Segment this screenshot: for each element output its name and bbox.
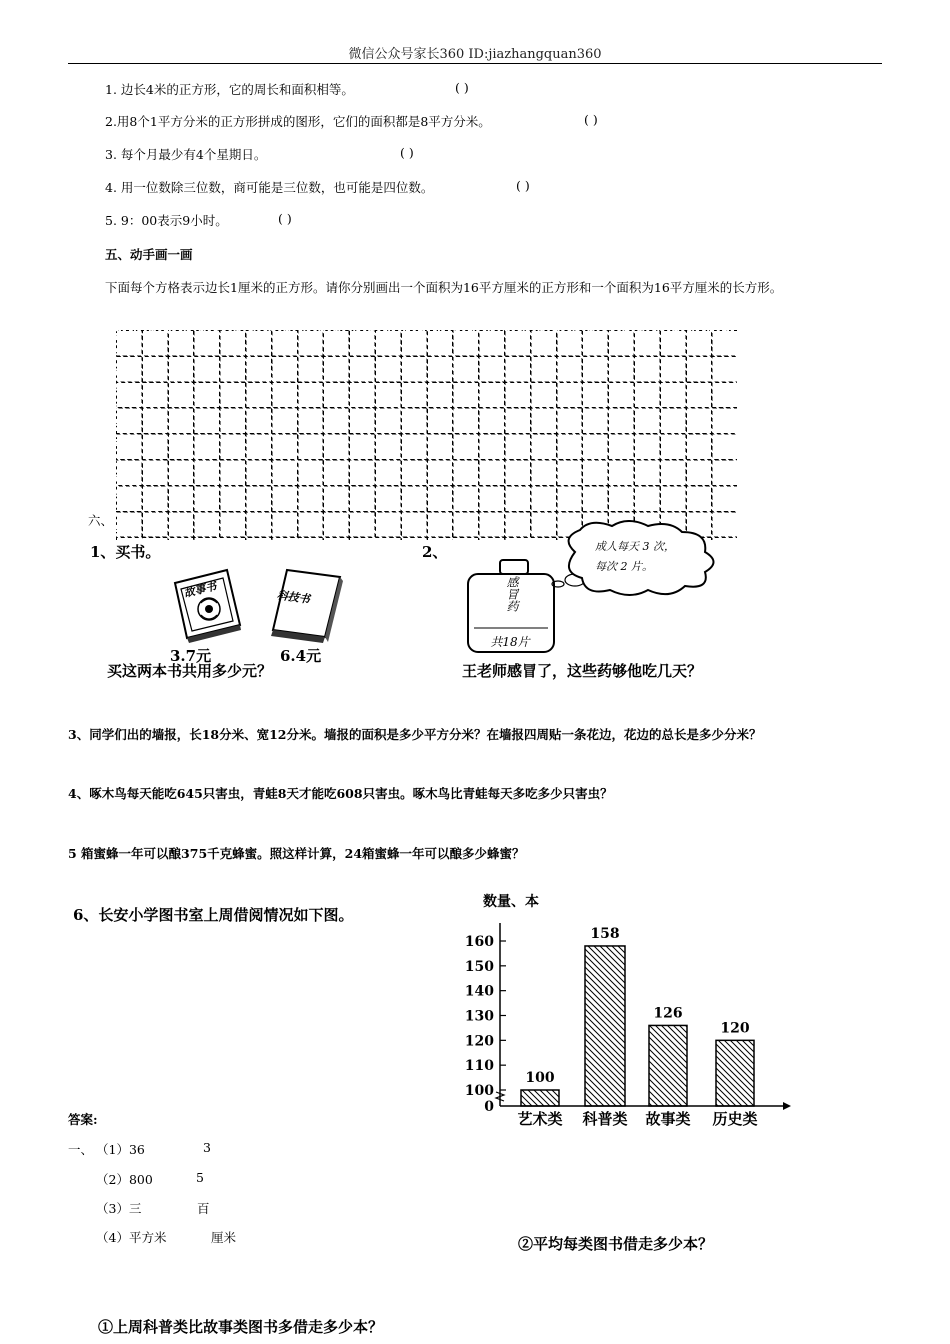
tech-book-illustration — [265, 565, 345, 645]
answers-title: 答案: — [68, 1112, 98, 1127]
answer-paren: ( ) — [278, 211, 292, 226]
medicine-illustration — [460, 520, 790, 655]
section6-label: 六、 — [88, 513, 114, 528]
axis-break — [496, 1092, 504, 1101]
header-rule — [68, 63, 882, 64]
header-watermark: 微信公众号家长360 ID:jiazhangquan360 — [348, 47, 602, 62]
book1-title: 故事书 — [182, 579, 218, 601]
y-tick-label: 110 — [464, 1058, 494, 1075]
borrowing-bar-chart — [455, 885, 800, 1135]
answer-num: （4）平方米 — [96, 1230, 167, 1245]
answer-row-3 — [96, 1199, 210, 1217]
bar-value-label: 126 — [653, 1005, 683, 1022]
drawing-grid[interactable] — [116, 330, 737, 540]
problem1-label: 1、买书。 — [90, 543, 161, 561]
judge-item-3 — [105, 145, 414, 163]
answer-row-1 — [96, 1140, 211, 1158]
judge-text: 1. 边长4米的正方形，它的周长和面积相等。 — [105, 82, 354, 97]
judge-item-2 — [105, 112, 598, 130]
storybook-illustration — [165, 565, 245, 645]
y-tick-label: 160 — [464, 934, 494, 950]
judge-item-5 — [105, 211, 292, 229]
book2-price: 6.4元 — [280, 647, 322, 665]
answers-prefix: 一、 — [68, 1142, 94, 1157]
answer-paren: ( ) — [516, 178, 530, 193]
bar-value-label: 100 — [525, 1070, 555, 1086]
judge-text: 3. 每个月最少有4个星期日。 — [105, 147, 267, 162]
judge-text: 4. 用一位数除三位数，商可能是三位数，也可能是四位数。 — [105, 180, 434, 195]
answer-value: 5 — [196, 1170, 204, 1185]
y-tick-label: 120 — [464, 1033, 494, 1050]
y-tick-label: 100 — [464, 1083, 494, 1099]
judge-text: 5. 9：00表示9小时。 — [105, 213, 228, 228]
book1-price: 3.7元 — [170, 647, 212, 665]
book2-title: 科技书 — [276, 588, 311, 607]
problem6-question2: ②平均每类图书借走多少本？ — [518, 1235, 714, 1253]
problem6-question1: ①上周科普类比故事类图书多借走多少本？ — [98, 1318, 384, 1336]
bar-1 — [521, 1090, 559, 1106]
problem5: 5 箱蜜蜂一年可以酿375千克蜂蜜。照这样计算，24箱蜜蜂一年可以酿多少蜂蜜？ — [68, 846, 525, 861]
problem2-label: 2、 — [422, 543, 448, 561]
category-label: 历史类 — [712, 1110, 758, 1128]
category-label: 科普类 — [582, 1110, 628, 1128]
y-tick-label: 130 — [464, 1008, 494, 1025]
answer-value: 3 — [203, 1140, 211, 1155]
category-label: 故事类 — [645, 1110, 691, 1128]
y-tick-label: 0 — [484, 1099, 494, 1115]
judge-item-1 — [105, 80, 469, 98]
section5-instruction: 下面每个方格表示边长1厘米的正方形。请你分别画出一个面积为16平方厘米的正方形和一个面积为16平方厘米的长方形。 — [105, 280, 783, 295]
y-tick-label: 150 — [464, 958, 494, 975]
judge-text: 2.用8个1平方分米的正方形拼成的图形，它们的面积都是8平方分米。 — [105, 114, 491, 129]
bar-4 — [716, 1040, 754, 1106]
bar-2 — [585, 946, 625, 1106]
problem6-label: 6、长安小学图书室上周借阅情况如下图。 — [73, 906, 354, 924]
bottle-label: 感冒药 — [505, 576, 519, 612]
answer-num: （3）三 — [96, 1201, 142, 1216]
answer-row-2 — [96, 1170, 204, 1188]
judge-item-4 — [105, 178, 530, 196]
answer-paren: ( ) — [400, 145, 414, 160]
answer-value: 百 — [197, 1201, 210, 1216]
x-axis-arrow — [783, 1102, 791, 1110]
problem4: 4、啄木鸟每天能吃645只害虫，青蛙8天才能吃608只害虫。啄木鸟比青蛙每天多吃多少只害虫？ — [68, 786, 613, 801]
problem3: 3、同学们出的墙报，长18分米、宽12分米。墙报的面积是多少平方分米？在墙报四周贴一条花边，花边的总长是多少分米？ — [68, 727, 762, 742]
problem2-question: 王老师感冒了，这些药够他吃几天？ — [462, 662, 703, 680]
section5-title: 五、动手画一画 — [105, 247, 193, 262]
y-axis-label: 数量、本 — [483, 894, 539, 910]
y-tick-label: 140 — [464, 983, 494, 1000]
cloud-line2: 每次 2 片。 — [595, 560, 653, 573]
answer-row-4 — [96, 1228, 237, 1246]
answer-paren: ( ) — [455, 80, 469, 95]
answer-value: 厘米 — [211, 1230, 237, 1245]
answer-num: （2）800 — [96, 1172, 153, 1187]
cloud-line1: 成人每天 3 次， — [595, 540, 675, 553]
bar-3 — [649, 1025, 687, 1106]
problem1-question: 买这两本书共用多少元？ — [107, 662, 273, 680]
category-label: 艺术类 — [517, 1110, 563, 1128]
answer-num: （1）36 — [96, 1142, 145, 1157]
bottle-count: 共18片 — [490, 635, 530, 649]
bar-value-label: 158 — [590, 925, 620, 942]
bar-value-label: 120 — [720, 1020, 750, 1037]
answer-paren: ( ) — [584, 112, 598, 127]
